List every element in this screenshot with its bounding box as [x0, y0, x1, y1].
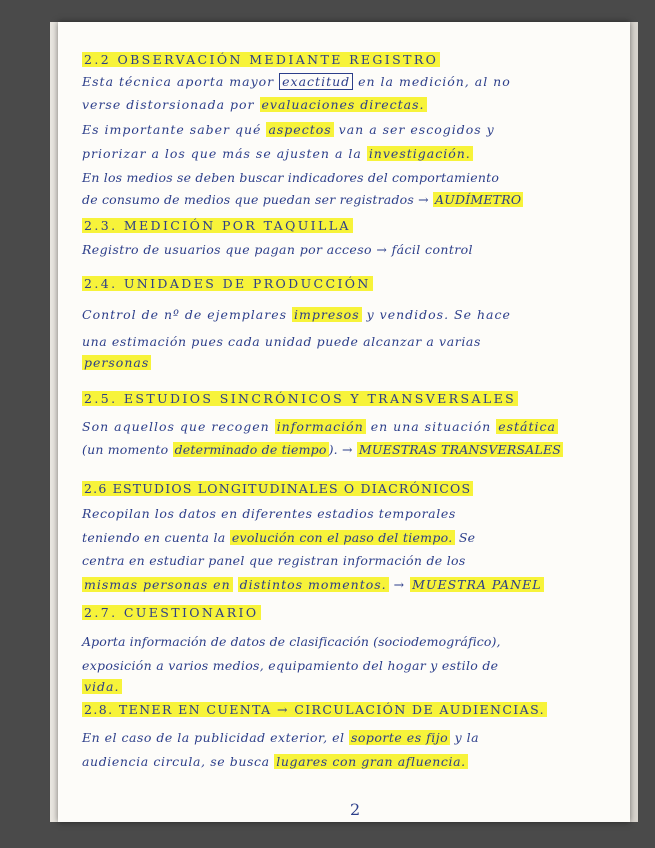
text-line	[82, 334, 616, 349]
highlight: distintos momentos.	[239, 577, 387, 592]
text-line	[82, 754, 616, 769]
boxed-word: exactitud	[279, 73, 353, 90]
text-line	[82, 97, 616, 112]
text-line	[82, 192, 616, 207]
text-line	[82, 577, 616, 592]
text: priorizar a los que más se ajusten a la	[82, 146, 362, 161]
text: en una situación	[370, 419, 492, 434]
text: ). →	[328, 442, 353, 457]
title-text: 2.6 ESTUDIOS LONGITUDINALES O DIACRÓNICOS	[84, 481, 472, 496]
highlight: evaluaciones directas.	[261, 97, 425, 112]
section-2-4-title	[82, 276, 616, 291]
highlight: MUESTRAS TRANSVERSALES	[358, 442, 562, 457]
text: una estimación pues cada unidad puede alcanzar a varias	[82, 334, 482, 349]
text-line	[82, 419, 616, 434]
text-line	[82, 355, 616, 370]
text: Recopilan los datos en diferentes estadios temporales	[82, 506, 456, 521]
text: de consumo de medios que puedan ser registrados →	[82, 192, 429, 207]
page-edge-left	[50, 22, 58, 822]
text-line	[82, 307, 616, 322]
text-line	[82, 553, 616, 568]
text: Aporta información de datos de clasificación (sociodemográfico),	[82, 634, 501, 649]
text: Se	[458, 530, 476, 545]
text: en la medición, al no	[358, 74, 511, 89]
highlight: lugares con gran afluencia.	[276, 754, 466, 769]
highlight: investigación.	[368, 146, 471, 161]
text-line	[82, 658, 616, 673]
text: En los medios se deben buscar indicadores del comportamiento	[82, 170, 500, 185]
highlight: determinado de tiempo	[174, 442, 327, 457]
highlight: AUDÍMETRO	[435, 192, 522, 207]
text-line	[82, 679, 616, 694]
text: centra en estudiar panel que registran información de los	[82, 553, 466, 568]
highlight: impresos	[294, 307, 360, 322]
title-text: 2.7. CUESTIONARIO	[84, 605, 259, 620]
highlight: vida.	[84, 679, 120, 694]
text: verse distorsionada por	[82, 97, 255, 112]
text: y la	[454, 730, 480, 745]
title-text: 2.5. ESTUDIOS SINCRÓNICOS Y TRANSVERSALES	[84, 391, 517, 406]
section-2-2-title	[82, 52, 616, 67]
text: En el caso de la publicidad exterior, el	[82, 730, 345, 745]
notebook-page	[58, 22, 630, 822]
highlight: soporte es fijo	[350, 730, 449, 745]
text-line	[82, 146, 616, 161]
text: y vendidos. Se hace	[366, 307, 511, 322]
title-text: 2.4. UNIDADES DE PRODUCCIÓN	[84, 276, 371, 291]
highlight: mismas personas en	[84, 577, 231, 592]
text-line	[82, 506, 616, 521]
text: Control de nº de ejemplares	[82, 307, 288, 322]
section-2-3-title	[82, 218, 616, 233]
text-line	[82, 634, 616, 649]
text-line	[82, 242, 616, 257]
text: (un momento	[82, 442, 169, 457]
text-line	[82, 122, 616, 137]
section-2-5-title	[82, 391, 616, 406]
text: van a ser escogidos y	[338, 122, 495, 137]
text-line	[82, 74, 616, 89]
highlight: información	[276, 419, 364, 434]
text-line	[82, 170, 616, 185]
page-number: 2	[350, 800, 361, 819]
title-text: 2.2 OBSERVACIÓN MEDIANTE REGISTRO	[84, 52, 439, 67]
text-line	[82, 530, 616, 545]
title-text: 2.8. TENER EN CUENTA → CIRCULACIÓN DE AUDIENCIAS.	[84, 702, 545, 717]
text: Es importante saber qué	[82, 122, 262, 137]
highlight: MUESTRA PANEL	[412, 577, 542, 592]
text-line	[82, 730, 616, 745]
text: exposición a varios medios, equipamiento del hogar y estilo de	[82, 658, 499, 673]
section-2-8-title	[82, 702, 616, 717]
text: Registro de usuarios que pagan por acceso → fácil control	[82, 242, 473, 257]
text: →	[393, 577, 406, 592]
text: Esta técnica aporta mayor	[82, 74, 275, 89]
highlight: aspectos	[268, 122, 332, 137]
text-line	[82, 442, 616, 457]
text: Son aquellos que recogen	[82, 419, 270, 434]
highlight: personas	[84, 355, 150, 370]
text: teniendo en cuenta la	[82, 530, 226, 545]
highlight: estática	[498, 419, 556, 434]
section-2-6-title	[82, 481, 616, 496]
section-2-7-title	[82, 605, 616, 620]
text: audiencia circula, se busca	[82, 754, 270, 769]
highlight: evolución con el paso del tiempo.	[231, 530, 453, 545]
title-text: 2.3. MEDICIÓN POR TAQUILLA	[84, 218, 351, 233]
page-edge-right	[630, 22, 638, 822]
